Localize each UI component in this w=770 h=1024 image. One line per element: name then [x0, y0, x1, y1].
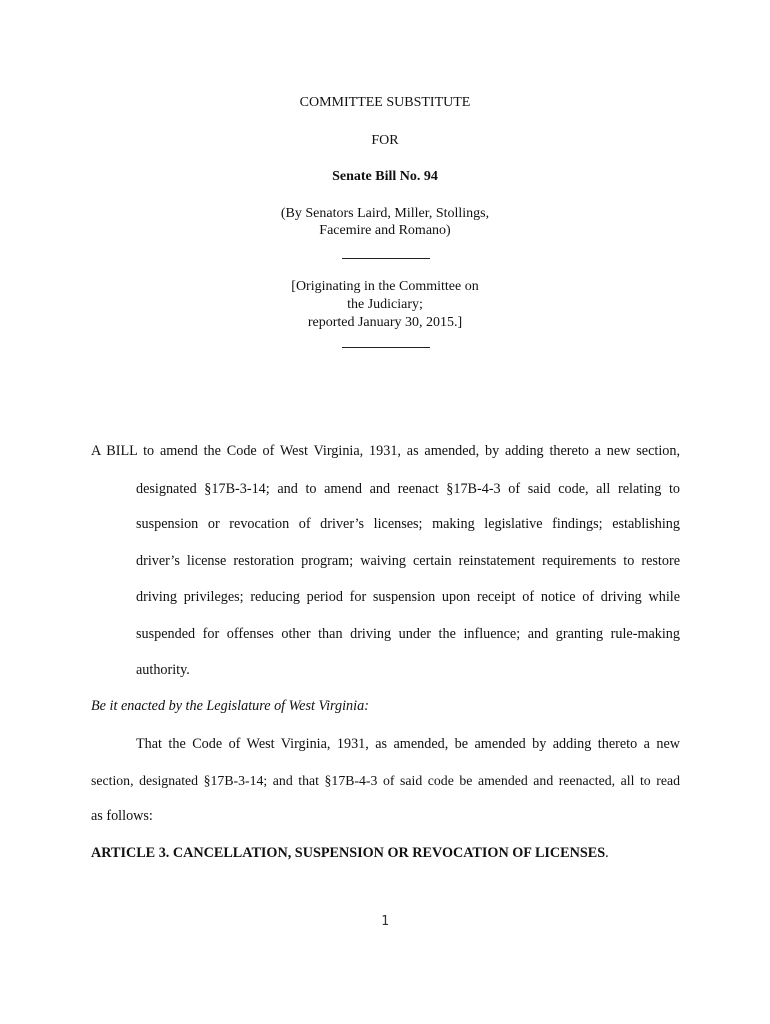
body-line: as follows:: [91, 808, 153, 824]
article-heading-text: ARTICLE 3. CANCELLATION, SUSPENSION OR REVOCATION OF LICENSES: [91, 845, 606, 861]
title-line: suspended for offenses other than driving under the influence; and granting rule-making: [136, 626, 680, 642]
bill-number: Senate Bill No. 94: [332, 169, 438, 184]
body-line: That the Code of West Virginia, 1931, as amended, be amended by adding thereto a new: [136, 736, 680, 752]
page-number: 1: [381, 914, 389, 929]
title-line: suspension or revocation of driver’s licenses; making legislative findings; establishing: [136, 516, 680, 532]
separator-rule: [342, 347, 430, 348]
for-heading: FOR: [371, 133, 399, 148]
article-heading: [91, 845, 609, 862]
committee-substitute-heading: COMMITTEE SUBSTITUTE: [299, 95, 471, 110]
title-line: designated §17B-3-14; and to amend and reenact §17B-4-3 of said code, all relating to: [136, 481, 680, 497]
sponsors-line-2: Facemire and Romano): [319, 223, 451, 238]
title-line: driving privileges; reducing period for suspension upon receipt of notice of driving while: [136, 589, 680, 605]
enacting-clause: Be it enacted by the Legislature of West Virginia:: [91, 698, 369, 714]
article-heading-period: .: [605, 845, 609, 861]
origin-line-2: the Judiciary;: [347, 297, 423, 312]
origin-line-1: [Originating in the Committee on: [291, 279, 479, 294]
sponsors-line-1: (By Senators Laird, Miller, Stollings,: [280, 206, 490, 221]
origin-line-3: reported January 30, 2015.]: [307, 315, 463, 330]
title-line: driver’s license restoration program; waiving certain reinstatement requirements to restore: [136, 553, 680, 569]
body-line: section, designated §17B-3-14; and that §17B-4-3 of said code be amended and reenacted, all to read: [91, 773, 680, 788]
title-line: authority.: [136, 662, 190, 678]
title-line: A BILL to amend the Code of West Virginia, 1931, as amended, by adding thereto a new section,: [91, 443, 680, 459]
separator-rule: [342, 258, 430, 259]
